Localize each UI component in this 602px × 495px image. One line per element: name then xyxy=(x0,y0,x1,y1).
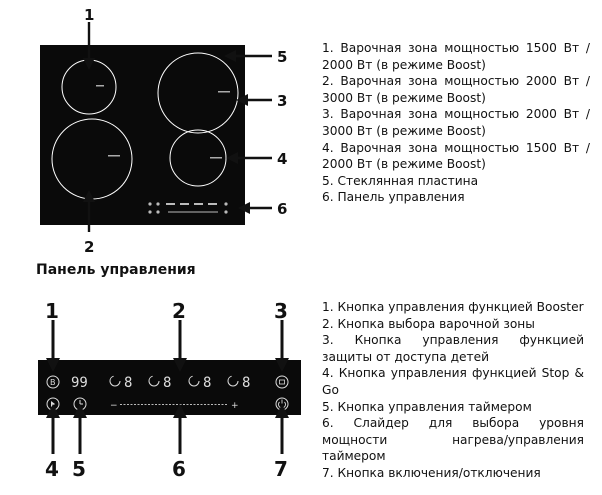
panel-callout-5: 5 xyxy=(72,457,86,481)
svg-text:B: B xyxy=(50,378,56,387)
zone-display-3: 8 xyxy=(203,375,212,391)
panel-legend-item: 5. Кнопка управления таймером xyxy=(322,399,532,414)
panel-legend-item: 4. Кнопка управления функцией Stop & Go xyxy=(322,366,584,397)
panel-legend-item: 1. Кнопка управления функцией Booster xyxy=(322,300,584,314)
panel-legend xyxy=(322,299,584,482)
panel-legend-item: 6. Слайдер для выбора уровня мощности нагрева/управления таймером xyxy=(322,416,584,464)
hob-callout-3: 3 xyxy=(277,92,288,110)
hob-legend-item: 1. Варочная зона мощностью 1500 Вт / 2000 Вт (в режиме Boost) xyxy=(322,41,590,72)
panel-callout-3: 3 xyxy=(274,299,288,323)
hob-callout-4: 4 xyxy=(277,150,288,168)
panel-callout-4: 4 xyxy=(45,457,59,481)
hob-legend-item: 2. Варочная зона мощностью 2000 Вт / 3000 Вт (в режиме Boost) xyxy=(322,74,590,105)
slider-plus: + xyxy=(231,401,239,411)
hob-legend-item: 6. Панель управления xyxy=(322,190,465,205)
control-panel-diagram xyxy=(0,290,320,495)
zone-display-1: 8 xyxy=(124,375,133,391)
hob-legend-item: 3. Варочная зона мощностью 2000 Вт / 3000 Вт (в режиме Boost) xyxy=(322,107,590,138)
slider-minus: − xyxy=(110,401,118,411)
hob-callout-6: 6 xyxy=(277,200,288,218)
panel-callout-7: 7 xyxy=(274,457,288,481)
hob-callout-2: 2 xyxy=(84,238,95,256)
panel-callout-2: 2 xyxy=(172,299,186,323)
panel-legend-item: 2. Кнопка выбора варочной зоны xyxy=(322,316,535,331)
hob-callout-5: 5 xyxy=(277,48,288,66)
hob-legend xyxy=(322,40,590,206)
hob-diagram xyxy=(0,0,320,260)
timer-display: 99 xyxy=(71,375,88,391)
panel-legend-item: 7. Кнопка включения/отключения xyxy=(322,465,541,480)
panel-title: Панель управления xyxy=(36,262,196,278)
hob-legend-item: 5. Стеклянная пластина xyxy=(322,173,479,188)
hob-callout-1: 1 xyxy=(84,6,95,24)
zone-display-2: 8 xyxy=(163,375,172,391)
zone-display-4: 8 xyxy=(242,375,251,391)
panel-callout-6: 6 xyxy=(172,457,186,481)
hob-legend-item: 4. Варочная зона мощностью 1500 Вт / 2000 Вт (в режиме Boost) xyxy=(322,140,590,172)
panel-callout-1: 1 xyxy=(45,299,59,323)
panel-legend-item: 3. Кнопка управления функцией защиты от доступа детей xyxy=(322,333,584,364)
